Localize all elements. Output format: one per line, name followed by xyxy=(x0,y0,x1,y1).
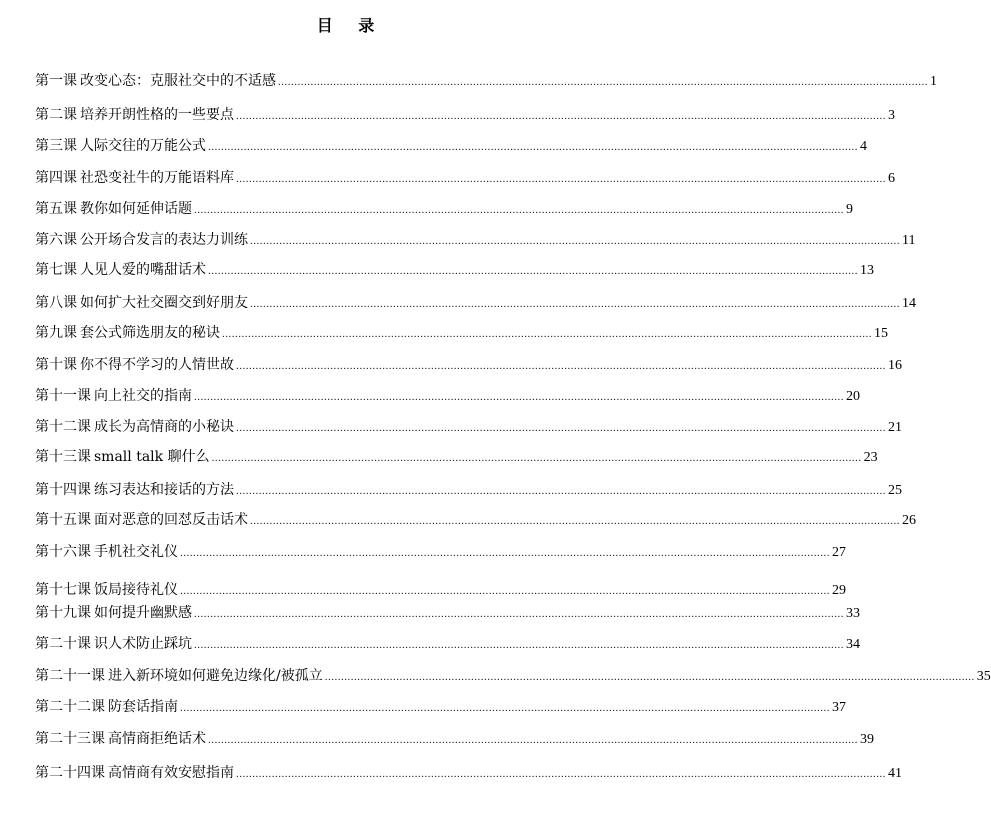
toc-label xyxy=(35,169,234,187)
toc-entry[interactable] xyxy=(35,72,937,91)
toc-entry[interactable] xyxy=(35,387,860,406)
lesson-number: 第十一课 xyxy=(35,388,91,404)
leader-dots: ........................................................................................................................................................................................................ xyxy=(194,608,844,620)
toc-label xyxy=(35,481,234,499)
lesson-title: 练习表达和接话的方法 xyxy=(94,482,234,498)
toc-entry[interactable] xyxy=(35,200,853,219)
lesson-title: 社恐变社牛的万能语料库 xyxy=(80,170,234,186)
lesson-number: 第三课 xyxy=(35,138,77,154)
leader-dots: ........................................................................................................................................................................................................ xyxy=(236,110,886,122)
leader-dots: ........................................................................................................................................................................................................ xyxy=(236,360,886,372)
page-number: 27 xyxy=(832,545,846,560)
leader-dots: ........................................................................................................................................................................................................ xyxy=(236,422,886,434)
toc-entry[interactable] xyxy=(35,481,902,500)
toc-entry[interactable] xyxy=(35,324,888,343)
toc-label xyxy=(35,764,234,782)
leader-dots: ........................................................................................................................................................................................................ xyxy=(236,485,886,497)
page-number: 4 xyxy=(860,139,867,154)
leader-dots: ........................................................................................................................................................................................................ xyxy=(180,585,830,597)
page-number: 20 xyxy=(846,389,860,404)
toc-label xyxy=(35,261,206,279)
toc-label xyxy=(35,543,178,561)
leader-dots: ........................................................................................................................................................................................................ xyxy=(208,141,858,153)
toc-label xyxy=(35,511,248,529)
lesson-title: 你不得不学习的人情世故 xyxy=(80,357,234,373)
toc-label xyxy=(35,698,178,716)
lesson-title: 套公式筛选朋友的秘诀 xyxy=(80,325,220,341)
toc-entry[interactable] xyxy=(35,698,846,717)
toc-label xyxy=(35,137,206,155)
lesson-title: 识人术防止踩坑 xyxy=(94,636,192,652)
toc-label xyxy=(35,72,276,90)
toc-entry[interactable] xyxy=(35,667,991,686)
lesson-title: 面对恶意的回怼反击话术 xyxy=(94,512,248,528)
lesson-number: 第一课 xyxy=(35,73,77,89)
toc-entry[interactable] xyxy=(35,418,902,437)
lesson-title: 向上社交的指南 xyxy=(94,388,192,404)
page-number: 3 xyxy=(888,108,895,123)
page-number: 34 xyxy=(846,637,860,652)
leader-dots: ........................................................................................................................................................................................................ xyxy=(194,639,844,651)
toc-label xyxy=(35,581,178,599)
page-number: 14 xyxy=(902,296,916,311)
toc-entry[interactable] xyxy=(35,730,874,749)
toc-entry[interactable] xyxy=(35,764,902,783)
toc-entry[interactable] xyxy=(35,448,878,467)
leader-dots: ........................................................................................................................................................................................................ xyxy=(250,298,900,310)
lesson-title: 培养开朗性格的一些要点 xyxy=(80,107,234,123)
lesson-title: 改变心态：克服社交中的不适感 xyxy=(80,73,276,89)
toc-entry[interactable] xyxy=(35,581,846,600)
toc-label xyxy=(35,231,248,249)
page-number: 39 xyxy=(860,732,874,747)
lesson-title: 成长为高情商的小秘诀 xyxy=(94,419,234,435)
page-number: 9 xyxy=(846,202,853,217)
lesson-number: 第十五课 xyxy=(35,512,91,528)
page-title: 目 录 xyxy=(316,16,385,35)
lesson-number: 第二十二课 xyxy=(35,699,105,715)
toc-entry[interactable] xyxy=(35,106,895,125)
leader-dots: ........................................................................................................................................................................................................ xyxy=(236,173,886,185)
toc-entry[interactable] xyxy=(35,604,860,623)
lesson-number: 第十课 xyxy=(35,357,77,373)
toc-label xyxy=(35,448,210,466)
page-number: 35 xyxy=(976,669,991,684)
leader-dots: ........................................................................................................................................................................................................ xyxy=(180,547,830,559)
lesson-title: small talk 聊什么 xyxy=(94,449,210,465)
lesson-number: 第十三课 xyxy=(35,449,91,465)
lesson-title: 进入新环境如何避免边缘化/被孤立 xyxy=(108,668,323,684)
lesson-title: 人际交往的万能公式 xyxy=(80,138,206,154)
page-number: 13 xyxy=(860,263,874,278)
lesson-number: 第十二课 xyxy=(35,419,91,435)
page-number: 15 xyxy=(874,326,888,341)
toc-entry[interactable] xyxy=(35,261,874,280)
lesson-number: 第二十一课 xyxy=(35,668,105,684)
lesson-number: 第六课 xyxy=(35,232,77,248)
page-number: 33 xyxy=(846,606,860,621)
leader-dots: ........................................................................................................................................................................................................ xyxy=(194,391,844,403)
toc-entry[interactable] xyxy=(35,294,916,313)
lesson-number: 第二十课 xyxy=(35,636,91,652)
lesson-number: 第十七课 xyxy=(35,582,91,598)
toc-label xyxy=(35,387,192,405)
lesson-number: 第二十三课 xyxy=(35,731,105,747)
lesson-number: 第五课 xyxy=(35,201,77,217)
toc-entry[interactable] xyxy=(35,356,902,375)
toc-label xyxy=(35,106,234,124)
toc-entry[interactable] xyxy=(35,543,846,562)
toc-label xyxy=(35,635,192,653)
toc-entry[interactable] xyxy=(35,635,860,654)
lesson-title: 如何提升幽默感 xyxy=(94,605,192,621)
toc-entry[interactable] xyxy=(35,231,916,250)
lesson-number: 第九课 xyxy=(35,325,77,341)
toc-label xyxy=(35,294,248,312)
leader-dots: ........................................................................................................................................................................................................ xyxy=(180,702,830,714)
leader-dots: ........................................................................................................................................................................................................ xyxy=(208,265,858,277)
toc-label xyxy=(35,324,220,342)
page-number: 6 xyxy=(888,171,895,186)
toc-entry[interactable] xyxy=(35,137,867,156)
toc-label xyxy=(35,418,234,436)
page-number: 1 xyxy=(930,74,937,89)
toc-label xyxy=(35,200,192,218)
leader-dots: ........................................................................................................................................................................................................ xyxy=(250,515,900,527)
page-number: 41 xyxy=(888,766,902,781)
lesson-title: 饭局接待礼仪 xyxy=(94,582,178,598)
toc-entry[interactable] xyxy=(35,169,895,188)
lesson-title: 教你如何延伸话题 xyxy=(80,201,192,217)
lesson-title: 高情商拒绝话术 xyxy=(108,731,206,747)
toc-label xyxy=(35,730,206,748)
leader-dots: ........................................................................................................................................................................................................ xyxy=(211,452,862,464)
lesson-number: 第四课 xyxy=(35,170,77,186)
leader-dots: ........................................................................................................................................................................................................ xyxy=(194,204,844,216)
lesson-title: 如何扩大社交圈交到好朋友 xyxy=(80,295,248,311)
toc-label xyxy=(35,356,234,374)
lesson-title: 公开场合发言的表达力训练 xyxy=(80,232,248,248)
lesson-number: 第十四课 xyxy=(35,482,91,498)
lesson-title: 人见人爱的嘴甜话术 xyxy=(80,262,206,278)
page-number: 16 xyxy=(888,358,902,373)
lesson-number: 第十九课 xyxy=(35,605,91,621)
lesson-number: 第十六课 xyxy=(35,544,91,560)
leader-dots: ........................................................................................................................................................................................................ xyxy=(236,768,886,780)
page-number: 26 xyxy=(902,513,916,528)
toc-entry[interactable] xyxy=(35,511,916,530)
lesson-number: 第七课 xyxy=(35,262,77,278)
lesson-title: 防套话指南 xyxy=(108,699,178,715)
lesson-number: 第二十四课 xyxy=(35,765,105,781)
leader-dots: ........................................................................................................................................................................................................ xyxy=(222,328,872,340)
leader-dots: ........................................................................................................................................................................................................ xyxy=(324,671,975,683)
leader-dots: ........................................................................................................................................................................................................ xyxy=(278,76,928,88)
page-number: 25 xyxy=(888,483,902,498)
page-number: 21 xyxy=(888,420,902,435)
leader-dots: ........................................................................................................................................................................................................ xyxy=(208,734,858,746)
leader-dots: ........................................................................................................................................................................................................ xyxy=(250,235,900,247)
page-number: 23 xyxy=(863,450,878,465)
page-number: 11 xyxy=(902,233,916,248)
page-number: 29 xyxy=(832,583,846,598)
toc-label xyxy=(35,667,323,685)
page-number: 37 xyxy=(832,700,846,715)
lesson-title: 手机社交礼仪 xyxy=(94,544,178,560)
lesson-number: 第八课 xyxy=(35,295,77,311)
lesson-number: 第二课 xyxy=(35,107,77,123)
toc-label xyxy=(35,604,192,622)
lesson-title: 高情商有效安慰指南 xyxy=(108,765,234,781)
